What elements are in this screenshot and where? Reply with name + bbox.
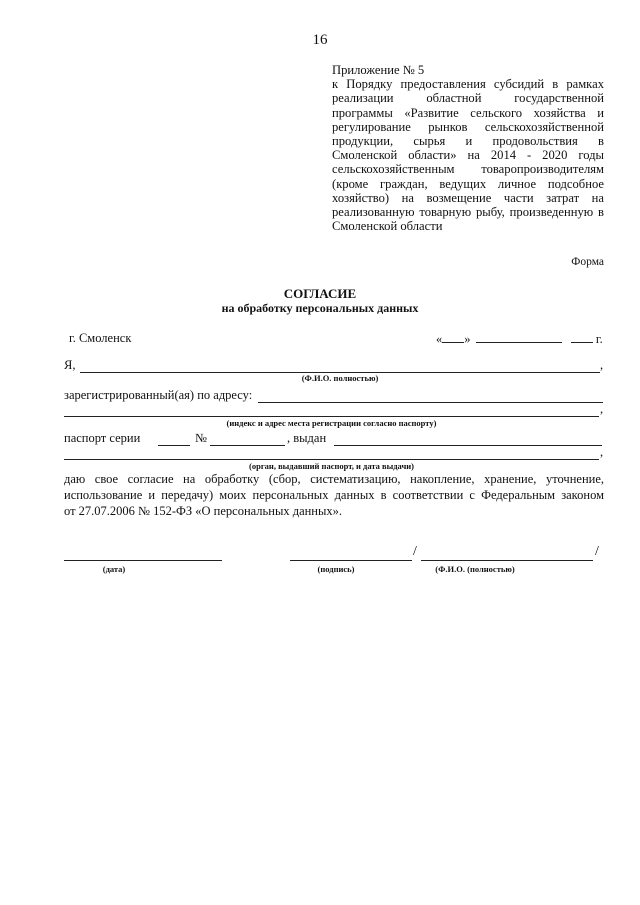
consent-line: использование и передачу) моих персональных данных в соответствии с Федеральным законом [64,488,604,502]
issuer-field[interactable] [334,445,602,446]
appendix-line: (кроме граждан, ведущих личное подсобное [332,176,604,191]
passport-series-field[interactable] [158,445,190,446]
line-comma: , [600,445,604,459]
issued-label: , выдан [287,431,327,445]
consent-text [64,471,604,519]
passport-number-field[interactable] [210,445,285,446]
passport-series-label: паспорт серии [64,431,141,445]
date-line [436,331,603,347]
appendix-line: регулирование рынков сельскохозяйственной [332,119,604,134]
form-label: Форма [571,256,604,268]
appendix-line: программы «Развитие сельского хозяйства и [332,105,604,120]
fio-caption: (Ф.И.О. полностью) [301,373,379,383]
appendix-line: хозяйство) на возмещение части затрат на [332,190,604,205]
day-field[interactable] [442,331,464,343]
consent-line: даю свое согласие на обработку (сбор, систематизацию, накопление, хранение, уточнение, [64,472,604,486]
consent-line: от 27.07.2006 № 152-ФЗ «О персональных данных». [64,504,343,518]
address-caption: (индекс и адрес места регистрации согласно паспорту) [226,418,437,428]
year-field[interactable] [571,331,593,343]
appendix-title: Приложение № 5 [332,63,425,77]
registered-label: зарегистрированный(ая) по адресу: [64,388,253,402]
signature-field[interactable] [290,560,412,561]
city: г. Смоленск [69,331,132,345]
appendix-line: реализованную товарную рыбу, произведенную в [332,205,604,220]
document-title: СОГЛАСИЕ [283,286,357,301]
appendix-header [332,63,604,233]
page-number: 16 [312,32,328,48]
appendix-line: Смоленской области» на 2014 - 2020 годы [332,148,604,163]
signature-caption: (подпись) [317,564,355,574]
appendix-line: сельскохозяйственным товаропроизводителям [332,162,604,177]
issuer-field-2[interactable] [64,459,599,460]
line-comma: , [600,358,604,372]
address-field-2[interactable] [64,416,599,417]
signature-fio-field[interactable] [421,560,593,561]
appendix-line: продукции, сырья и продовольствия в [332,134,604,149]
slash: / [595,544,599,559]
address-field[interactable] [258,402,603,403]
slash: / [413,544,417,559]
date-signature-field[interactable] [64,560,222,561]
close-quote: » [464,332,471,346]
issuer-caption: (орган, выдавший паспорт, и дата выдачи) [249,461,414,471]
line-comma: , [600,402,604,416]
document-subtitle: на обработку персональных данных [221,301,419,315]
month-field[interactable] [476,331,562,343]
open-quote: « [436,332,443,346]
year-suffix: г. [595,332,603,346]
appendix-line: к Порядку предоставления субсидий в рамках [332,77,604,92]
number-label: № [195,431,207,445]
appendix-line: реализации областной государственной [332,91,604,106]
date-caption: (дата) [102,564,126,574]
i-label: Я, [64,358,76,372]
signature-fio-caption: (Ф.И.О. (полностью) [435,564,515,574]
appendix-line: Смоленской области [332,219,443,234]
